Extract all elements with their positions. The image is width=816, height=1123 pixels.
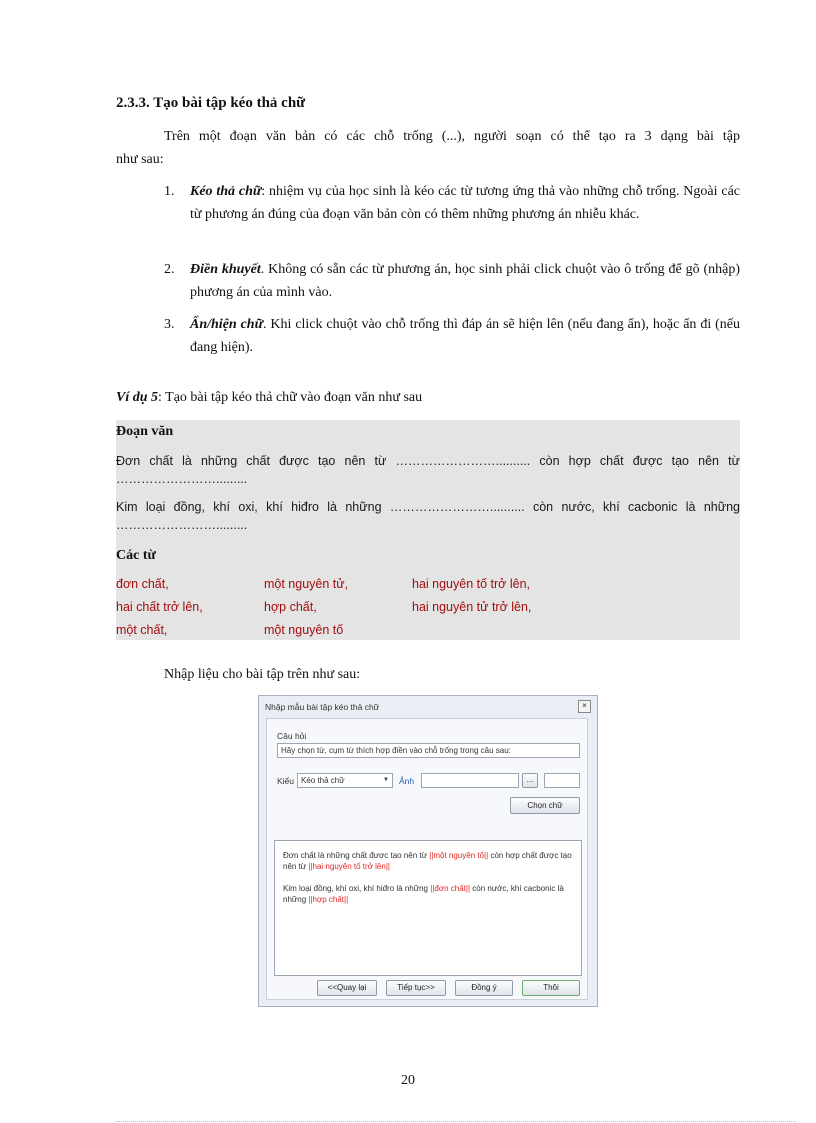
section-heading: 2.3.3. Tạo bài tập kéo thả chữ [116,95,306,111]
word-row [116,577,740,597]
list-term: Kéo thả chữ [190,184,262,199]
choose-word-button[interactable]: Chọn chữ [510,797,580,814]
word-item: một nguyên tố [264,623,344,637]
question-label: Câu hỏi [277,731,307,741]
list-term: Ẩn/hiện chữ [190,317,263,332]
list-item: 2. Điền khuyết. Không có sẵn các từ phương án, học sinh phải click chuột vào ô trống để gõ (nhập) phương án của mình vào. [164,262,740,300]
word-item: một nguyên tử, [264,577,349,591]
type-select[interactable]: Kéo thả chữ ▼ [297,773,393,788]
word-row [116,600,740,620]
word-item: một chất, [116,623,168,637]
editor-line: Đơn chất là những chất được tạo nên từ ||một nguyên tố|| còn hợp chất được tạo nên từ ||hai nguyên tố trở lên|| [283,851,572,871]
list-item: 3. Ẩn/hiện chữ. Khi click chuột vào chỗ trống thì đáp án sẽ hiện lên (nếu đang ẩn), hoặc ẩn đi (nếu đang hiện). [164,317,741,355]
editor-line: Kim loại đồng, khí oxi, khí hiđro là những ||đơn chất|| còn nước, khí cacbonic là những ||hợp chất|| [283,884,564,904]
intro-paragraph: Trên một đoạn văn bản có các chỗ trống (...), người soạn có thể tạo ra 3 dạng bài tập [164,129,740,144]
word-row [116,623,740,643]
page-number: 20 [401,1073,415,1088]
close-icon[interactable]: × [578,700,591,713]
image-label: Ảnh [399,776,415,786]
lead-text: Nhập liệu cho bài tập trên như sau: [164,667,361,682]
exit-button[interactable]: Thôi [522,980,580,996]
list-item: 1. Kéo thả chữ: nhiệm vụ của học sinh là kéo các từ tương ứng thả vào những chỗ trống. Ngoài các từ phương án đúng của đoạn văn bản còn có thêm những phương án nhiễu khác. [164,184,740,222]
paragraph-title: Đoạn văn [116,424,174,439]
dialog-body [266,718,588,1000]
ok-button[interactable]: Đồng ý [455,980,513,996]
image-input[interactable] [421,773,519,788]
footer-divider [116,1121,796,1122]
word-item: đơn chất, [116,577,169,591]
dialog-title: Nhập mẫu bài tập kéo thả chữ [265,702,380,712]
back-button[interactable]: <<Quay lại [317,980,377,996]
intro-paragraph-end: như sau: [116,152,164,167]
paragraph-2: Kim loại đồng, khí oxi, khí hiđro là những …………………….......... còn nước, khí cacbonic là những ……………………......... [116,500,740,532]
chevron-down-icon: ▼ [383,777,389,783]
word-item: hai nguyên tố trở lên, [412,577,530,591]
words-title: Các từ [116,548,156,563]
word-item: hai chất trở lên, [116,600,203,614]
image-extra-input[interactable] [544,773,580,788]
question-input[interactable]: Hãy chọn từ, cụm từ thích hợp điền vào chỗ trống trong câu sau: [277,743,580,758]
paragraph-editor[interactable] [274,840,582,976]
type-label: Kiểu [277,776,295,786]
list-term: Điền khuyết [190,262,261,277]
example-box [116,420,740,640]
word-item: hai nguyên tử trở lên, [412,600,532,614]
browse-button[interactable]: ... [522,773,538,788]
paragraph-1: Đơn chất là những chất được tạo nên từ …………………….......... còn hợp chất được tạo nên từ ……………………......... [116,454,740,486]
next-button[interactable]: Tiếp tục>> [386,980,446,996]
example-line: Ví dụ 5: Tạo bài tập kéo thả chữ vào đoạn văn như sau [116,390,423,405]
word-item: hợp chất, [264,600,317,614]
dialog-screenshot [258,695,598,1007]
